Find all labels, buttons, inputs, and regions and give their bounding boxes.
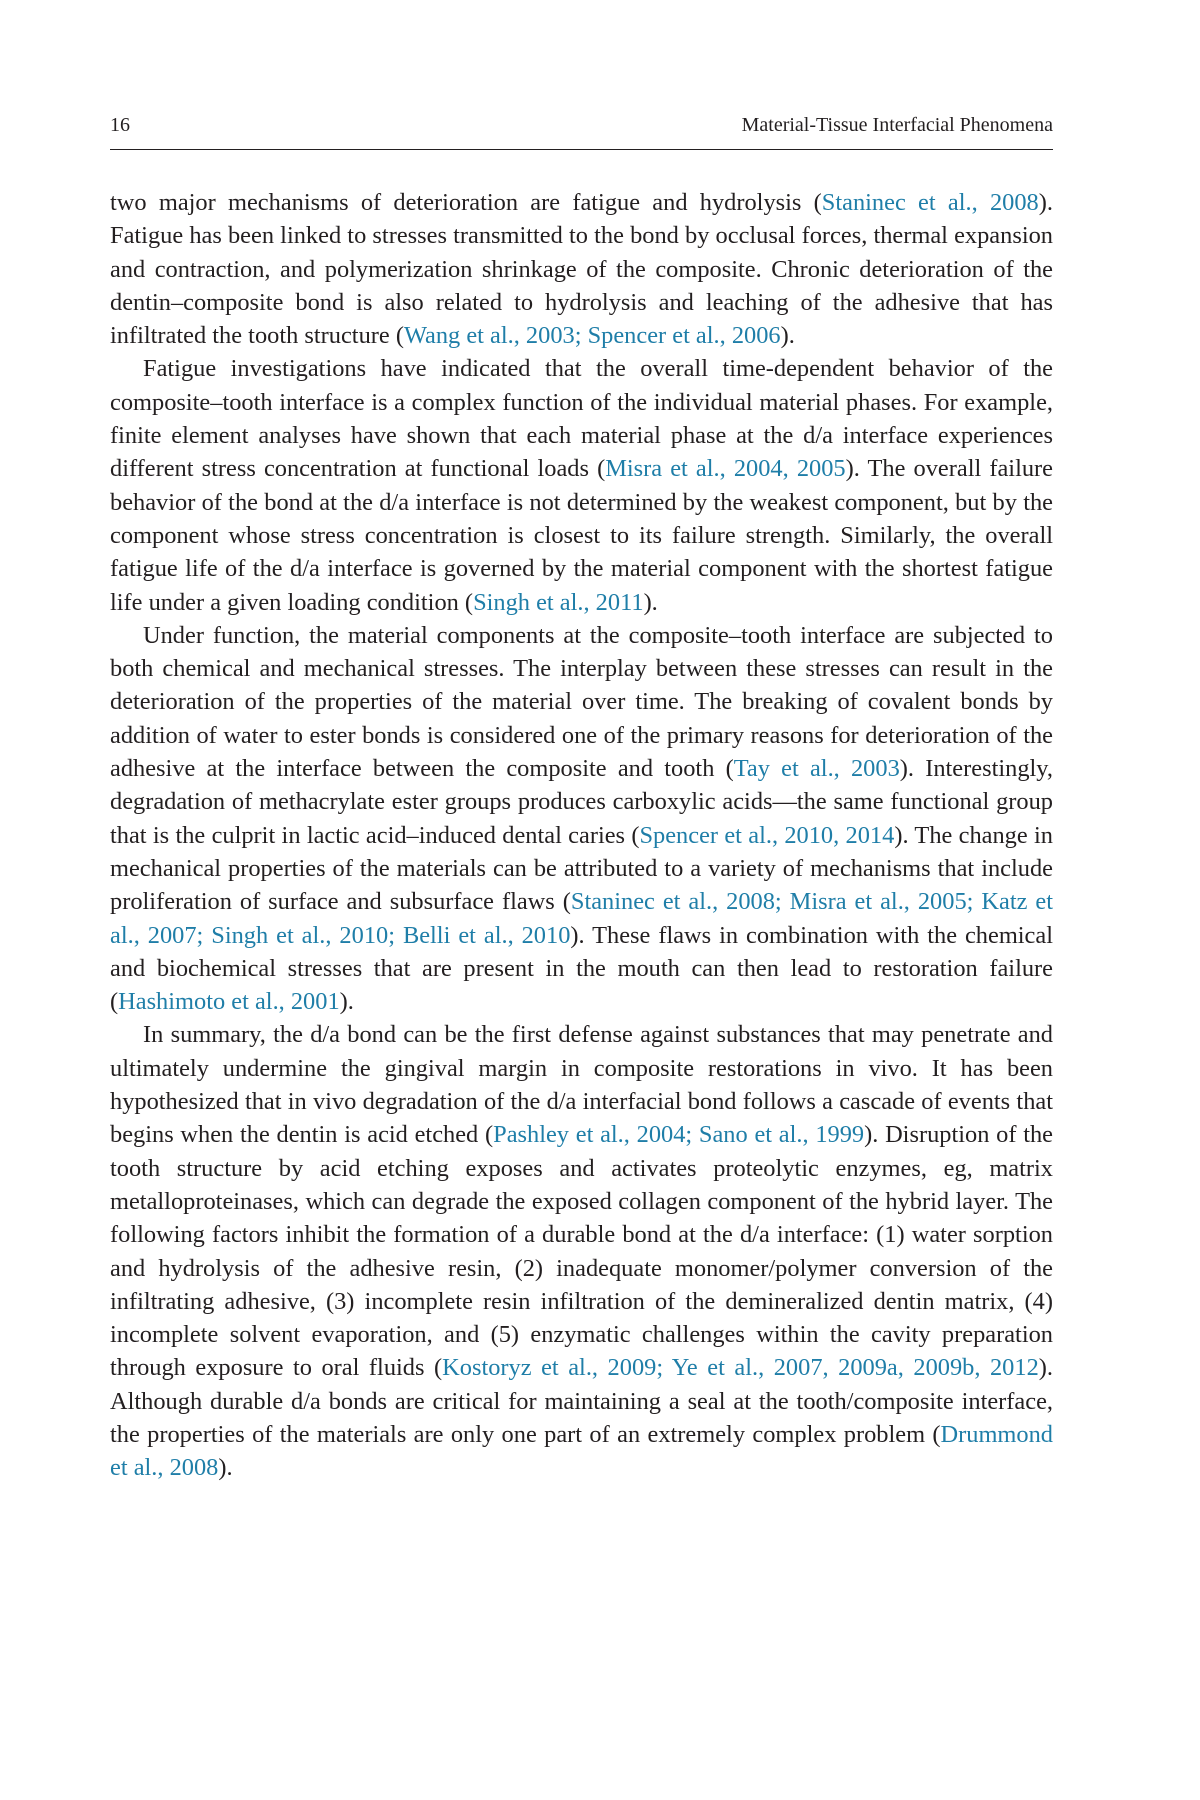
body-text <box>110 186 1053 1485</box>
paragraph-p1 <box>110 186 1053 352</box>
running-header <box>110 112 1053 138</box>
paragraph-text: ). The overall failure behavior of the bond at the d/a interface is not determined by the weakest component, but by the component whose stress concentration is closest to its failure strength. Similarly, the overall fatigue life of the d/a interface is governed by the material component with the shortest fatigue life under a given loading condition ( <box>110 455 1053 616</box>
paragraph-text: ). <box>339 988 354 1016</box>
paragraph-text: ). Interestingly, degradation of methacrylate ester groups produces carboxylic acids—the same functional group that is the culprit in lactic acid–induced dental caries ( <box>110 755 1054 849</box>
paragraph-text: In summary, the d/a bond can be the first defense against substances that may penetrate and ultimately undermine the gingival margin in composite restorations in vivo. It has been hypothesized that in vivo degradation of the d/a interfacial bond follows a cascade of events that begins when the dentin is acid etched ( <box>110 1021 1053 1149</box>
running-title: Material-Tissue Interfacial Phenomena <box>741 114 1053 136</box>
paragraph-text: ). Fatigue has been linked to stresses transmitted to the bond by occlusal forces, thermal expansion and contraction, and polymerization shrinkage of the composite. Chronic deterioration of the dentin–composite bond is also related to hydrolysis and leaching of the adhesive that has infiltrated the tooth structure ( <box>110 189 1053 350</box>
citation-link[interactable]: Misra et al., 2004, 2005 <box>605 455 846 483</box>
paragraph-p2 <box>110 352 1053 618</box>
citation-link[interactable]: Drummond et al., 2008 <box>110 1420 1053 1482</box>
citation-link[interactable]: Tay et al., 2003 <box>733 755 900 783</box>
page-number: 16 <box>110 114 130 136</box>
paragraph-text: Fatigue investigations have indicated that the overall time-dependent behavior of the composite–tooth interface is a complex function of the individual material phases. For example, finite element analyses have shown that each material phase at the d/a interface experiences different stress concentration at functional loads ( <box>110 355 1053 483</box>
citation-link[interactable]: Staninec et al., 2008; Misra et al., 2005; Katz et al., 2007; Singh et al., 2010; Belli et al., 2010 <box>110 888 1053 949</box>
citation-link[interactable]: Hashimoto et al., 2001 <box>118 988 340 1016</box>
paragraph-p4 <box>110 1018 1053 1484</box>
paragraph-text: ). Although durable d/a bonds are critical for maintaining a seal at the tooth/composite interface, the properties of the materials are only one part of an extremely complex problem ( <box>110 1354 1053 1448</box>
paragraph-text: Under function, the material components at the composite–tooth interface are subjected to both chemical and mechanical stresses. The interplay between these stresses can result in the deterioration of the properties of the material over time. The breaking of covalent bonds by addition of water to ester bonds is considered one of the primary reasons for deterioration of the adhesive at the interface between the composite and tooth ( <box>110 621 1053 783</box>
paragraph-text: ). <box>643 588 658 616</box>
paragraph-text: two major mechanisms of deterioration are fatigue and hydrolysis ( <box>110 189 822 216</box>
paragraph-p3 <box>110 619 1053 1019</box>
header-rule <box>110 149 1053 150</box>
paragraph-text: ). These flaws in combination with the chemical and biochemical stresses that are present in the mouth can then lead to restoration failure ( <box>110 921 1053 1016</box>
citation-link[interactable]: Spencer et al., 2010, 2014 <box>639 821 895 849</box>
paragraph-text: ). <box>780 322 795 350</box>
citation-link[interactable]: Staninec et al., 2008 <box>821 189 1039 216</box>
citation-link[interactable]: Kostoryz et al., 2009; Ye et al., 2007, 2009a, 2009b, 2012 <box>442 1354 1039 1382</box>
paragraph-text: ). Disruption of the tooth structure by acid etching exposes and activates proteolytic enzymes, eg, matrix metalloproteinases, which can degrade the exposed collagen component of the hybrid layer. The following factors inhibit the formation of a durable bond at the d/a interface: (1) water sorption and hydrolysis of the adhesive resin, (2) inadequate monomer/polymer conversion of the infiltrating adhesive, (3) incomplete resin infiltration of the demineralized dentin matrix, (4) incomplete solvent evaporation, and (5) enzymatic challenges within the cavity preparation through exposure to oral fluids ( <box>110 1121 1054 1382</box>
paragraph-text: ). The change in mechanical properties of the materials can be attributed to a variety of mechanisms that include proliferation of surface and subsurface flaws ( <box>110 821 1053 916</box>
citation-link[interactable]: Pashley et al., 2004; Sano et al., 1999 <box>493 1121 865 1149</box>
citation-link[interactable]: Singh et al., 2011 <box>473 588 644 616</box>
paragraph-text: ). <box>218 1454 233 1482</box>
citation-link[interactable]: Wang et al., 2003; Spencer et al., 2006 <box>403 322 781 350</box>
